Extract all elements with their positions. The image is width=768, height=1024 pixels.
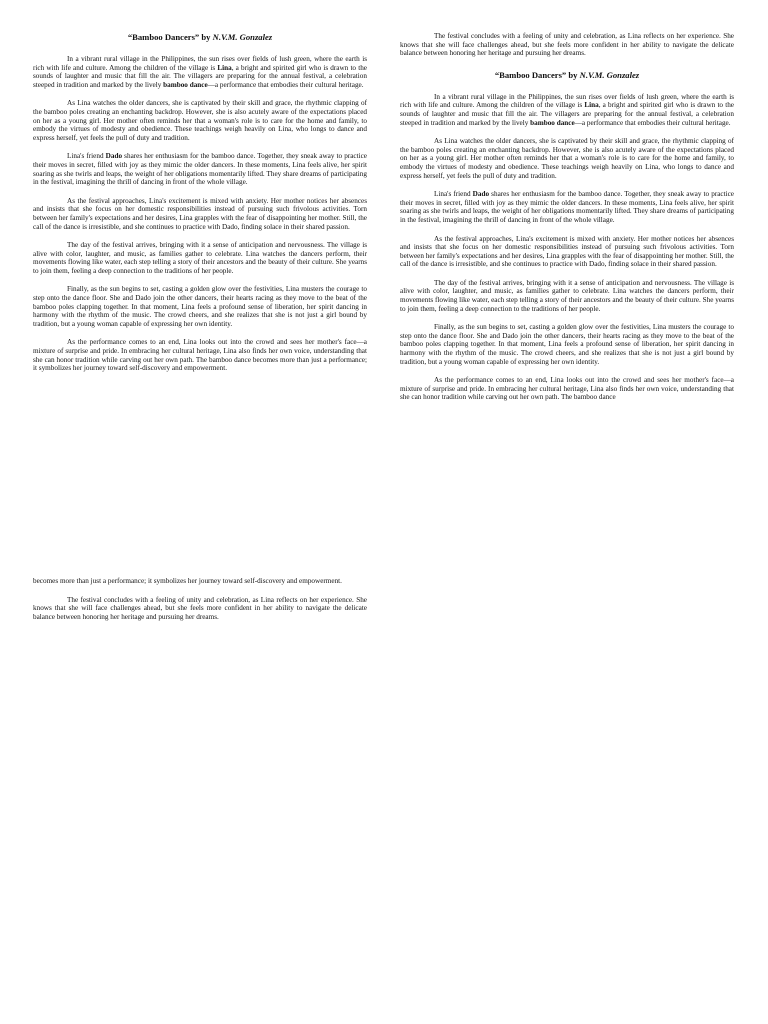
left-column-bottom <box>33 577 367 621</box>
p3-text-a-repeat: Lina's friend <box>434 190 473 199</box>
p1-text-b-repeat: , a bright and spirited girl who is drawn to the sounds of laughter and music that fill the air. The villagers are preparing for the annual festival, a celebration steeped in tradition and marked by the lively <box>400 101 734 127</box>
p1-text-c-repeat: —a performance that embodies their cultural heritage. <box>574 118 731 127</box>
p1-text-a: In a vibrant rural village in the Philippines, the sun rises over fields of lush green, where the earth is rich with life and culture. Among the children of the village is <box>33 55 367 72</box>
term-bamboo-dance-repeat: bamboo dance <box>530 118 575 127</box>
name-dado: Dado <box>105 152 123 161</box>
paragraph-1 <box>33 55 367 89</box>
paragraph-2: As Lina watches the older dancers, she is captivated by their skill and grace, the rhythmic clapping of the bamboo poles creating an enchanting backdrop. However, she is also acutely aware of the expectations placed on her as a young girl. Her mother often reminds her that a woman's role is to care for the home and family, to embody the virtues of modesty and obedience. These teachings weigh heavily on Lina, who longs to dance and express herself, yet feels the pull of duty and tradition. <box>33 99 367 142</box>
paragraph-2-repeat: As Lina watches the older dancers, she is captivated by their skill and grace, the rhythmic clapping of the bamboo poles creating an enchanting backdrop. However, she is also acutely aware of the expectations placed on her as a young girl. Her mother often reminds her that a woman's role is to care for the home and family, to embody the virtues of modesty and obedience. These teachings weigh heavily on Lina, who longs to dance and express herself, yet feels the pull of duty and tradition. <box>400 137 734 180</box>
paragraph-5-repeat: The day of the festival arrives, bringing with it a sense of anticipation and nervousness. The village is alive with color, laughter, and music, as families gather to celebrate. Lina watches the dancers perform, their movements flowing like water, each step telling a story of their ancestors and the beauty of their culture. She yearns to join them, feeling a deep connection to the traditions of her people. <box>400 278 734 313</box>
paragraph-5: The day of the festival arrives, bringing with it a sense of anticipation and nervousness. The village is alive with color, laughter, and music, as families gather to celebrate. Lina watches the dancers perform, their movements flowing like water, each step telling a story of their ancestors and the beauty of their culture. She yearns to join them, feeling a deep connection to the traditions of her people. <box>33 241 367 275</box>
story-title <box>33 32 367 43</box>
author-name-repeat: N.V.M. Gonzalez <box>579 69 640 80</box>
name-lina: Lina <box>217 63 232 72</box>
right-column <box>400 32 734 402</box>
paragraph-7-partial: As the performance comes to an end, Lina looks out into the crowd and sees her mother's face—a mixture of surprise and pride. In embracing her cultural heritage, Lina also finds her own voice, understanding that she can honor tradition while carving out her own path. The bamboo dance <box>400 376 734 402</box>
story-title-repeat <box>400 70 734 81</box>
paragraph-3-repeat <box>400 190 734 224</box>
paragraph-8: The festival concludes with a feeling of unity and celebration, as Lina reflects on her experience. She knows that she will face challenges ahead, but she feels more confident in her ability to navigate the delicate balance between honoring her heritage and pursuing her dreams. <box>33 595 367 621</box>
paragraph-6-repeat: Finally, as the sun begins to set, casting a golden glow over the festivities, Lina musters the courage to step onto the dance floor. She and Dado join the other dancers, their hearts racing as they move to the beat of the bamboo poles clapping together. In that moment, Lina feels a profound sense of liberation, her spirit dancing in harmony with the rhythm of the music. The crowd cheers, and she realizes that she is not just a girl bound by tradition, but a young woman capable of expressing her own identity. <box>400 323 734 366</box>
paragraph-1-repeat <box>400 93 734 127</box>
title-by-repeat: by <box>568 69 578 80</box>
paragraph-4-repeat: As the festival approaches, Lina's excitement is mixed with anxiety. Her mother notices her absences and insists that she focus on her domestic responsibilities instead of pursuing such frivolous activities. Torn between her family's expectations and her desires, Lina grapples with the fear of disappointing her mother. Still, the call of the dance is irresistible, and she continues to practice with Dado, finding solace in their shared passion. <box>400 234 734 269</box>
name-lina-repeat: Lina <box>584 101 599 110</box>
title-by: by <box>201 32 211 42</box>
author-name: N.V.M. Gonzalez <box>212 32 273 42</box>
paragraph-8-repeat: The festival concludes with a feeling of unity and celebration, as Lina reflects on her experience. She knows that she will face challenges ahead, but she feels more confident in her ability to navigate the delicate balance between honoring her heritage and pursuing her dreams. <box>400 32 734 58</box>
p3-text-b: shares her enthusiasm for the bamboo dance. Together, they sneak away to practice their moves in secret, filled with joy as they mimic the older dancers. In these moments, Lina feels alive, her spirit soaring as she twirls and leaps, the weight of her obligations momentarily lifted. They share dreams of participating in the festival, imagining the thrill of dancing in front of the whole village. <box>33 152 367 187</box>
paragraph-4: As the festival approaches, Lina's excitement is mixed with anxiety. Her mother notices her absences and insists that she focus on her domestic responsibilities instead of pursuing such frivolous activities. Torn between her family's expectations and her desires, Lina grapples with the fear of disappointing her mother. Still, the call of the dance is irresistible, and she continues to practice with Dado, finding solace in their shared passion. <box>33 196 367 231</box>
title-text: “Bamboo Dancers” <box>127 32 200 42</box>
p1-text-b: , a bright and spirited girl who is drawn to the sounds of laughter and music that fill the air. The villagers are preparing for the annual festival, a celebration steeped in tradition and marked by the lively <box>33 63 367 89</box>
term-bamboo-dance: bamboo dance <box>163 80 208 89</box>
name-dado-repeat: Dado <box>472 190 490 199</box>
paragraph-7: As the performance comes to an end, Lina looks out into the crowd and sees her mother's face—a mixture of surprise and pride. In embracing her cultural heritage, Lina also finds her own voice, understanding that she can honor tradition while carving out her own path. The bamboo dance becomes more than just a performance; it symbolizes her journey toward self-discovery and empowerment. <box>33 338 367 373</box>
p1-text-a-repeat: In a vibrant rural village in the Philippines, the sun rises over fields of lush green, where the earth is rich with life and culture. Among the children of the village is <box>400 92 734 110</box>
p3-text-b-repeat: shares her enthusiasm for the bamboo dance. Together, they sneak away to practice their moves in secret, filled with joy as they mimic the older dancers. In these moments, Lina feels alive, her spirit soaring as she twirls and leaps, the weight of her obligations momentarily lifted. They share dreams of participating in the festival, imagining the thrill of dancing in front of the whole village. <box>400 190 734 224</box>
paragraph-6: Finally, as the sun begins to set, casting a golden glow over the festivities, Lina musters the courage to step onto the dance floor. She and Dado join the other dancers, their hearts racing as they move to the beat of the bamboo poles clapping together. In that moment, Lina feels a profound sense of liberation, her spirit dancing in harmony with the rhythm of the music. The crowd cheers, and she realizes that she is not just a girl bound by tradition, but a young woman capable of expressing her own identity. <box>33 285 367 328</box>
paragraph-7-continued: becomes more than just a performance; it symbolizes her journey toward self-discovery and empowerment. <box>33 577 342 585</box>
left-column-top <box>33 32 367 373</box>
title-text-repeat: “Bamboo Dancers” <box>494 69 567 80</box>
paragraph-3 <box>33 152 367 186</box>
p3-text-a: Lina's friend <box>67 152 106 161</box>
p1-text-c: —a performance that embodies their cultural heritage. <box>207 80 364 89</box>
